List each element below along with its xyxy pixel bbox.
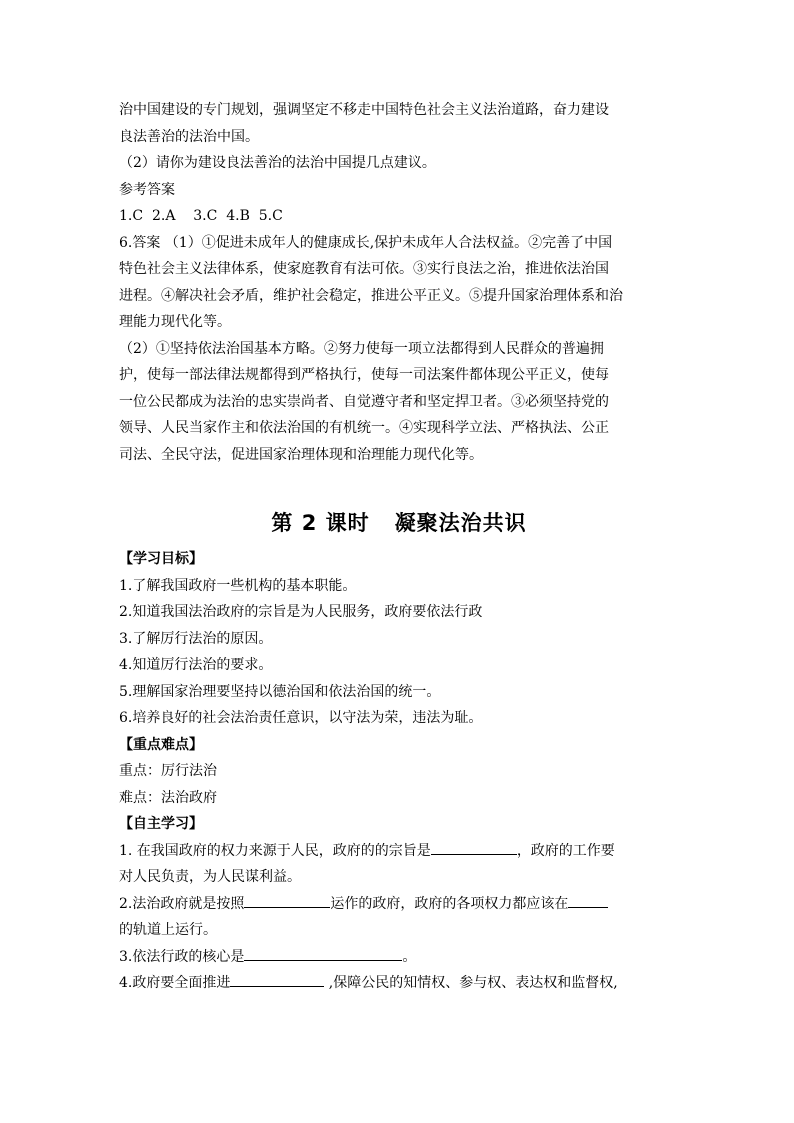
goal-item: 3.了解厉行法治的原因。 [119, 630, 273, 647]
question-text: 的轨道上运行。 [119, 922, 217, 938]
answer-6-line: 司法、全民守法，促进国家治理体现和治理能力现代化等。 [119, 446, 483, 463]
goal-item: 2.知道我国法治政府的宗旨是为人民服务，政府要依法行政 [119, 604, 483, 620]
answer-6-line: 特色社会主义法律体系，使家庭教育有法可依。③实行良法之治，推进依法治国 [119, 261, 609, 277]
fill-in-question-4 [119, 970, 679, 997]
fill-in-question-3 [119, 944, 679, 971]
question-text: 4.政府要全面推进 [119, 975, 231, 991]
text-line: 治中国建设的专门规划，强调坚定不移走中国特色社会主义法治道路，奋力建设 [119, 102, 609, 118]
question-text: ,保障公民的知情权、参与权、表达权和监督权, [324, 975, 618, 991]
question-2: （2）请你为建设良法善治的法治中国提几点建议。 [119, 155, 436, 171]
answer-6-line: 进程。④解决社会矛盾，维护社会稳定，推进公平正义。⑤提升国家治理体系和治 [119, 287, 623, 304]
answer-6-line: （2）①坚持依法治国基本方略。②努力使每一项立法都得到人民群众的普遍拥 [119, 340, 604, 357]
question-text: 。 [402, 948, 417, 965]
answer-blank[interactable] [568, 893, 608, 908]
reference-answer-title: 参考答案 [119, 181, 175, 198]
question-text: 1. 在我国政府的权力来源于人民，政府的的宗旨是 [119, 842, 431, 859]
question-text: ，政府的工作要 [516, 842, 615, 859]
fill-in-question-1 [119, 838, 679, 865]
answer-6-line: 6.答案 （1）①促进未成年人的健康成长,保护未成年人合法权益。②完善了中国 [119, 234, 613, 251]
goal-item: 1.了解我国政府一些机构的基本职能。 [119, 577, 357, 594]
goal-item: 6.培养良好的社会法治责任意识，以守法为荣，违法为耻。 [119, 710, 483, 726]
goal-item: 5.理解国家治理要坚持以德治国和依法治国的统一。 [119, 683, 441, 700]
text-line: 良法善治的法治中国。 [119, 128, 259, 145]
goals-header: 【学习目标】 [119, 551, 203, 567]
key-difficult-header: 【重点难点】 [119, 736, 203, 753]
answer-blank[interactable] [230, 972, 324, 987]
answer-blank[interactable] [431, 840, 517, 855]
self-study-header: 【自主学习】 [119, 816, 203, 832]
multiple-choice-answers: 1.C 2.A 3.C 4.B 5.C [119, 208, 283, 224]
answer-blank[interactable] [244, 946, 402, 961]
question-text: 3.依法行政的核心是 [119, 948, 245, 965]
lesson-title: 第 2 课时 凝聚法治共识 [271, 511, 527, 535]
difficult-point: 难点：法治政府 [119, 789, 217, 806]
key-point: 重点：厉行法治 [119, 763, 217, 779]
fill-in-question-2 [119, 891, 679, 918]
question-text: 运作的政府，政府的各项权力都应该在 [330, 895, 569, 912]
answer-6-line: 领导、人民当家作主和依法治国的有机统一。④实现科学立法、严格执法、公正 [119, 420, 609, 436]
document-page [119, 97, 679, 997]
answer-6-line: 护，使每一部法律法规都得到严格执行，使每一司法案件都体现公平正义，使每 [119, 367, 609, 383]
goal-item: 4.知道厉行法治的要求。 [119, 657, 273, 673]
answer-blank[interactable] [244, 893, 330, 908]
answer-6-line: 一位公民都成为法治的忠实崇尚者、自觉遵守者和坚定捍卫者。③必须坚持党的 [119, 393, 609, 410]
question-text: 对人民负责，为人民谋利益。 [119, 869, 301, 885]
answer-6-line: 理能力现代化等。 [119, 314, 231, 330]
question-text: 2.法治政府就是按照 [119, 895, 245, 912]
